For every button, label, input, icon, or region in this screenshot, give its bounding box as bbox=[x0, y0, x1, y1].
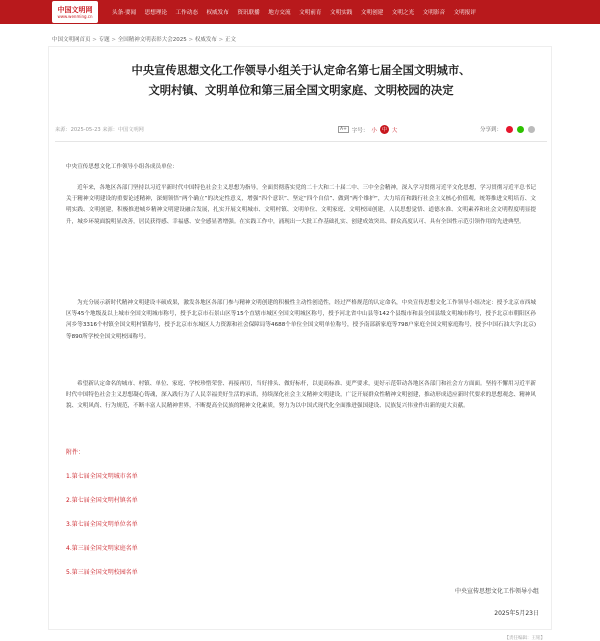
nav-item-news-feed[interactable]: 资讯联播 bbox=[237, 10, 260, 16]
more-share-icon[interactable] bbox=[528, 126, 535, 133]
nav-item-official-release[interactable]: 权威发布 bbox=[206, 10, 229, 16]
breadcrumb-separator: > bbox=[218, 37, 225, 43]
signature-date: 2025年5月23日 bbox=[494, 610, 539, 617]
annex-link-units[interactable]: 3.第七届全国文明单位名单 bbox=[66, 521, 138, 528]
breadcrumb-current: 正文 bbox=[224, 37, 236, 43]
breadcrumb-home[interactable]: 中国文明网首页 bbox=[52, 37, 91, 43]
signature-organization: 中央宣传思想文化工作领导小组 bbox=[454, 588, 539, 595]
article-paragraph-3: 希望新认定命名的城市、村镇、单位、家庭、学校珍惜荣誉、再接再厉，当好排头、做好标杆，以更高标准、更严要求，更好示范带动各地区各部门和社会方方面面。坚持不懈用习近平新时代中国特色社会主义思想凝心铸魂，深入践行为了人民幸福美好生活的承诺，持续深化社会主义精神文明建设，广泛开展群众性精神文明创建，推动形成适应新时代要求的思想观念、精神风貌、文明风尚、行为规范，不断丰富人民精神世界，不断提高全民族的精神文化素质，努力为以中国式现代化全面推进强国建设、民族复兴伟业作出新的更大贡献。 bbox=[66, 381, 536, 410]
font-size-label: 字号： bbox=[351, 127, 369, 134]
nav-item-headlines[interactable]: 头条·要闻 bbox=[112, 10, 137, 16]
share-bar bbox=[480, 125, 535, 133]
breadcrumb-conference[interactable]: 全国精神文明表彰大会2025 bbox=[117, 37, 187, 43]
nav-item-theory[interactable]: 思想理论 bbox=[144, 10, 168, 16]
font-large-button[interactable]: 大 bbox=[391, 127, 398, 134]
article-source-date: 来源：2025-05-23 来源：中国文明网 bbox=[55, 127, 144, 133]
nav-item-reviews[interactable]: 文明报评 bbox=[453, 10, 476, 16]
annex-label: 附件： bbox=[66, 449, 85, 456]
weibo-share-icon[interactable] bbox=[506, 126, 513, 133]
logo-url: www.wenming.cn bbox=[57, 14, 93, 19]
article-meta bbox=[55, 126, 545, 136]
nav-item-media[interactable]: 文明影音 bbox=[422, 10, 446, 16]
nav-item-civilization-creation[interactable]: 文明创建 bbox=[360, 10, 384, 16]
nav-item-work-news[interactable]: 工作动态 bbox=[175, 10, 198, 16]
article-container bbox=[48, 46, 552, 641]
breadcrumb-separator: > bbox=[188, 37, 195, 43]
breadcrumb-separator: > bbox=[111, 37, 118, 43]
breadcrumb-separator: > bbox=[92, 37, 99, 43]
meta-divider bbox=[55, 141, 547, 142]
logo-text: 中国文明网 bbox=[57, 5, 93, 14]
article-title-line-2: 文明村镇、文明单位和第三届全国文明家庭、文明校园的决定 bbox=[148, 84, 454, 97]
site-logo[interactable] bbox=[52, 1, 98, 23]
annex-link-families[interactable]: 4.第三届全国文明家庭名单 bbox=[66, 545, 138, 552]
share-label: 分享到： bbox=[480, 127, 503, 133]
article-title bbox=[49, 61, 553, 101]
top-navigation-bar bbox=[0, 0, 600, 24]
article-salutation: 中央宣传思想文化工作领导小组各成员单位： bbox=[66, 164, 178, 170]
breadcrumb bbox=[52, 35, 236, 43]
nav-item-civilization-education[interactable]: 文明前育 bbox=[299, 10, 322, 16]
annex-link-cities[interactable]: 1.第七届全国文明城市名单 bbox=[66, 473, 138, 480]
nav-item-light-of-civilization[interactable]: 文明之光 bbox=[391, 10, 415, 16]
responsible-editor: 【责任编辑：王铭】 bbox=[504, 636, 545, 641]
nav-item-local-exchange[interactable]: 地方交流 bbox=[268, 10, 291, 16]
font-size-icon: A+ bbox=[340, 127, 347, 132]
font-medium-button[interactable]: 中 bbox=[381, 127, 387, 133]
article-paragraph-2: 为充分展示新时代精神文明建设丰硕成果，激发各地区各部门参与精神文明创建的积极性主动性创造性，经过严格规范的认定命名，中央宣传思想文化工作领导小组决定：授予北京市西城区等45个地级及以上城市全国文明城市称号，授予北京市石景山区等15个直辖市城区全国文明城区称号，授予河北省中山县等142个县级市和县全国县级文明城市称号，授予北京市朝阳区孙河乡等3316个村镇全国文明村镇称号，授予北京市东城区人力资源和社会保障局等4688个单位全国文明单位称号，授予南部新家庭等798户家庭全国文明家庭称号，授予中国石油大学(北京)等890所学校全国文明校园称号。 bbox=[66, 300, 536, 340]
font-small-button[interactable]: 小 bbox=[371, 127, 377, 134]
annex-link-schools[interactable]: 5.第三届全国文明校园名单 bbox=[66, 569, 138, 576]
main-nav bbox=[112, 8, 484, 16]
wechat-share-icon[interactable] bbox=[517, 126, 524, 133]
annex-link-villages[interactable]: 2.第七届全国文明村镇名单 bbox=[66, 497, 138, 504]
article-paragraph-1: 近年来，各地区各部门坚持以习近平新时代中国特色社会主义思想为指导，全面贯彻落实党的二十大和二十届二中、三中全会精神，深入学习贯彻习近平文化思想，学习贯彻习近平总书记关于精神文明建设的重要论述精神，深刻领悟“两个确立”的决定性意义，增强“四个意识”、坚定“四个自信”、做到“两个维护”，大力培育和践行社会主义核心价值观，统筹推进文明培育、文明实践、文明创建，积极推进城乡精神文明建设融合发展，扎实开展文明城市、文明村镇、文明单位、文明家庭、文明校园创建，人民思想觉悟、道德水准、文明素养和社会文明程度明显提升，城乡环境面貌明显改善，居民获得感、幸福感、安全感显著增强。在实践工作中，涌现出一大批工作基础扎实、创建成效突出、群众高度认可、具有全国性示范引领作用的先进典型。 bbox=[66, 185, 536, 225]
nav-item-civilization-practice[interactable]: 文明实践 bbox=[330, 10, 353, 16]
font-size-control bbox=[338, 125, 400, 134]
article-title-line-1: 中央宣传思想文化工作领导小组关于认定命名第七届全国文明城市、 bbox=[131, 64, 471, 77]
breadcrumb-release[interactable]: 权威发布 bbox=[194, 37, 217, 43]
breadcrumb-topics[interactable]: 专题 bbox=[98, 37, 110, 43]
